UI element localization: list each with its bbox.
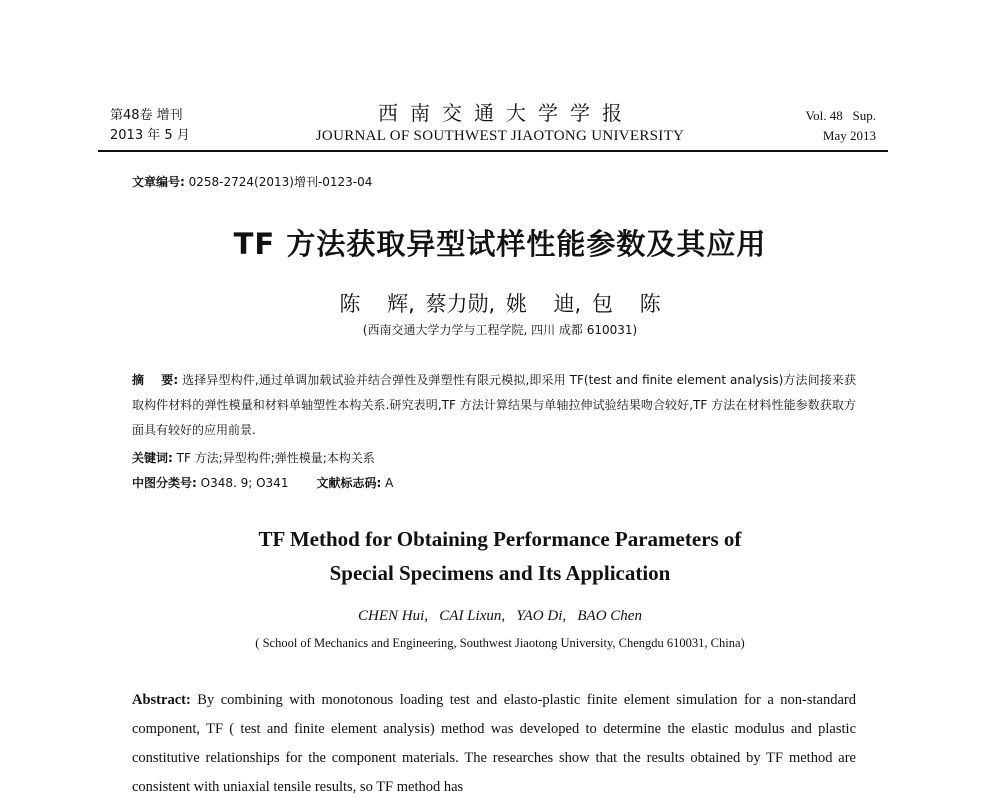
author-cn: 蔡力勋, — [425, 292, 496, 316]
journal-title-cn: 西南交通大学学报 — [378, 101, 634, 125]
doc-code-label: 文献标志码: — [316, 476, 382, 490]
paper-title-en-line1: TF Method for Obtaining Performance Parameters of — [258, 527, 742, 551]
header-date-en: May 2013 — [822, 128, 876, 143]
doc-code-value: A — [381, 476, 394, 490]
authors-en: CHEN Hui, CAI Lixun, YAO Di, BAO Chen — [358, 608, 642, 624]
paper-title-en-line2: Special Specimens and Its Application — [329, 561, 671, 585]
classification — [132, 474, 393, 491]
author-cn: 姚 迪, — [505, 292, 582, 316]
clc-value: O348. 9; O341 — [196, 476, 289, 490]
header-rule — [98, 150, 888, 152]
paper-title-cn: TF 方法获取异型试样性能参数及其应用 — [233, 227, 767, 261]
keywords-cn-label: 关键词: — [132, 451, 173, 465]
abstract-cn-label: 摘 要: — [132, 373, 179, 387]
journal-title-en: JOURNAL OF SOUTHWEST JIAOTONG UNIVERSITY — [315, 128, 685, 144]
affiliation-cn: (西南交通大学力学与工程学院, 四川 成都 610031) — [362, 323, 638, 337]
author-cn: 陈 辉, — [339, 292, 415, 316]
article-id — [132, 173, 372, 190]
clc-label: 中图分类号: — [132, 476, 197, 490]
abstract-en-label: Abstract: — [132, 692, 191, 708]
header-date-cn: 2013 年 5 月 — [110, 128, 190, 143]
keywords-cn-text: TF 方法;异型构件;弹性模量;本构关系 — [172, 451, 375, 465]
abstract-en-text: By combining with monotonous loading test and elasto-plastic finite element simulation for a non-standard component, TF ( test and finite element analysis) method was developed to determine the elastic modulus and plastic constitutive relationships for the component materials. The researches show that the results obtained by TF method are consistent with uniaxial tensile results, so TF method has — [132, 692, 856, 795]
authors-cn — [0, 288, 1000, 318]
header-volume-en: Vol. 48 Sup. — [805, 108, 876, 123]
affiliation-en: ( School of Mechanics and Engineering, Southwest Jiaotong University, Chengdu 610031, China) — [255, 636, 745, 650]
header-volume-cn: 第48卷 增刊 — [110, 108, 183, 123]
abstract-en — [132, 686, 856, 802]
abstract-cn — [132, 368, 856, 443]
article-id-label: 文章编号: — [132, 175, 185, 189]
keywords-cn — [132, 449, 375, 466]
article-id-value: 0258-2724(2013)增刊-0123-04 — [184, 175, 373, 189]
author-cn: 包 陈 — [591, 292, 661, 316]
abstract-cn-text: 选择异型构件,通过单调加载试验并结合弹性及弹塑性有限元模拟,即采用 TF(test and finite element analysis)方法间接来获取构件材料的弹性模量和材料单轴塑性本构关系.研究表明,TF 方法计算结果与单轴拉伸试验结果吻合较好,TF 方法在材料性能参数获取方面具有较好的应用前景. — [132, 373, 857, 437]
header-issue-block — [805, 106, 876, 146]
paper-title-en — [0, 522, 1000, 590]
